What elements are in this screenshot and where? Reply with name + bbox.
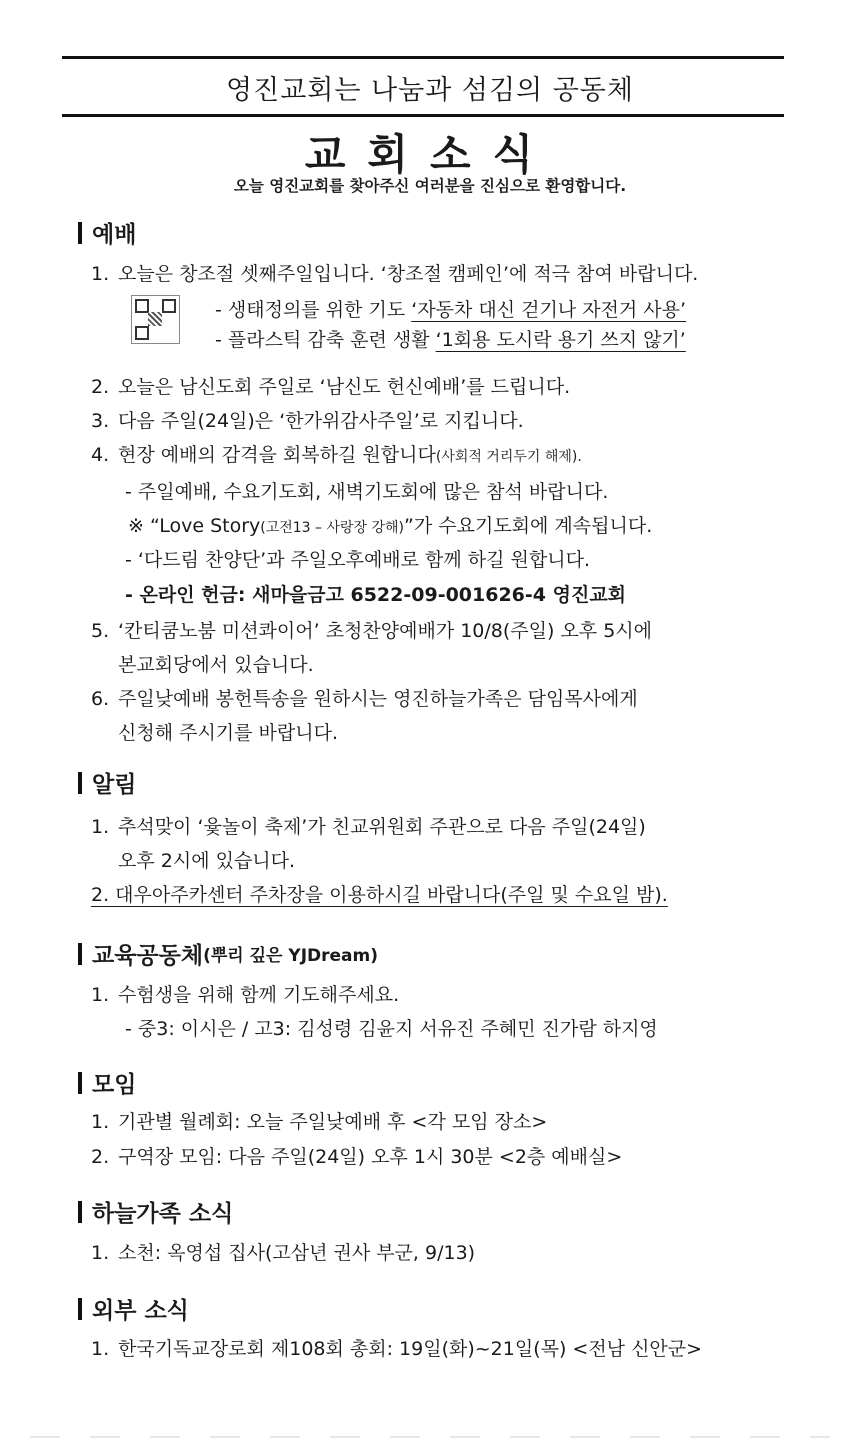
- qr-corner: [162, 299, 176, 313]
- worship-item-2: 2. 오늘은 남신도회 주일로 ‘남신도 헌신예배’를 드립니다.: [91, 376, 571, 398]
- scan-artifact: [30, 1436, 830, 1438]
- qr-code-icon[interactable]: [131, 295, 180, 344]
- notice-item-1: 1. 추석맞이 ‘윷놀이 축제’가 친교위원회 주관으로 다음 주일(24일): [91, 816, 646, 838]
- worship-item-3: 3. 다음 주일(24일)은 ‘한가위감사주일’로 지킵니다.: [91, 410, 524, 432]
- section-marker: [78, 1201, 82, 1223]
- external-item-1: 1. 한국기독교장로회 제108회 총회: 19일(화)~21일(목) <전남 신안군>: [91, 1338, 703, 1360]
- section-title: 알림: [92, 772, 137, 798]
- campaign-line-1: - 생태정의를 위한 기도 ‘자동차 대신 걷기나 자전거 사용’: [215, 299, 687, 321]
- worship-item-5-cont: 본교회당에서 있습니다.: [118, 654, 314, 676]
- worship-item-4: 4. 현장 예배의 감격을 회복하길 원합니다(사회적 거리두기 해제).: [91, 444, 582, 466]
- worship-item-1: 1. 오늘은 창조절 셋째주일입니다. ‘창조절 캠페인’에 적극 참여 바랍니다.: [91, 263, 699, 285]
- section-title: 모임: [92, 1072, 137, 1098]
- qr-corner: [135, 299, 149, 313]
- campaign-highlight: ‘자동차 대신 걷기나 자전거 사용’: [411, 299, 687, 321]
- section-marker: [78, 772, 82, 794]
- campaign-highlight: ‘1회용 도시락 용기 쓰지 않기’: [435, 329, 686, 351]
- section-title: 교육공동체: [92, 943, 204, 969]
- online-offering: - 온라인 헌금: 새마을금고 6522-09-001626-4 영진교회: [125, 584, 627, 606]
- section-meeting-heading: [78, 1066, 136, 1099]
- worship-item-4-sub-1: - 주일예배, 수요기도회, 새벽기도회에 많은 참석 바랍니다.: [125, 481, 609, 503]
- section-title: 외부 소식: [92, 1298, 189, 1324]
- section-title: 하늘가족 소식: [92, 1201, 234, 1227]
- section-subtitle: (뿌리 깊은 YJDream): [203, 946, 379, 966]
- worship-item-5: 5. ‘칸티쿰노붐 미션콰이어’ 초청찬양예배가 10/8(주일) 오후 5시에: [91, 620, 653, 642]
- family-item-1: 1. 소천: 옥영섭 집사(고삼년 권사 부군, 9/13): [91, 1242, 476, 1264]
- worship-item-4-sub-3: - ‘다드림 찬양단’과 주일오후예배로 함께 하길 원합니다.: [125, 549, 591, 571]
- section-marker: [78, 1298, 82, 1320]
- page-title: 교회소식: [304, 130, 556, 179]
- section-notice-heading: [78, 766, 136, 799]
- notice-item-1-cont: 오후 2시에 있습니다.: [118, 850, 296, 872]
- church-motto: 영진교회는 나눔과 섬김의 공동체: [226, 75, 634, 106]
- education-item-1-sub: - 중3: 이시은 / 고3: 김성령 김윤지 서유진 주혜민 진가람 하지영: [125, 1018, 658, 1040]
- meeting-item-1: 1. 기관별 월례회: 오늘 주일낮예배 후 <각 모임 장소>: [91, 1111, 548, 1133]
- section-marker: [78, 943, 82, 965]
- section-worship-heading: [78, 216, 136, 249]
- section-marker: [78, 1072, 82, 1094]
- section-education-heading: [78, 937, 378, 970]
- top-rule: [62, 56, 784, 59]
- meeting-item-2: 2. 구역장 모임: 다음 주일(24일) 오후 1시 30분 <2층 예배실>: [91, 1146, 623, 1168]
- section-external-heading: [78, 1292, 189, 1325]
- qr-corner: [135, 326, 149, 340]
- section-family-heading: [78, 1195, 233, 1228]
- worship-item-6-cont: 신청해 주시기를 바랍니다.: [118, 722, 339, 744]
- campaign-line-2: - 플라스틱 감축 훈련 생활 ‘1회용 도시락 용기 쓰지 않기’: [215, 329, 686, 351]
- education-item-1: 1. 수험생을 위해 함께 기도해주세요.: [91, 984, 400, 1006]
- welcome-message: 오늘 영진교회를 찾아주신 여러분을 진심으로 환영합니다.: [233, 177, 627, 195]
- notice-item-2: 2. 대우아주카센터 주차장을 이용하시길 바랍니다(주일 및 수요일 밤).: [91, 884, 668, 906]
- section-marker: [78, 222, 82, 244]
- section-title: 예배: [92, 222, 137, 248]
- qr-pattern: [148, 312, 162, 326]
- header-rule: [62, 114, 784, 117]
- worship-item-4-sub-2: ※ “Love Story(고전13 – 사랑장 강해)”가 수요기도회에 계속됩니다.: [128, 515, 653, 537]
- worship-item-6: 6. 주일낮예배 봉헌특송을 원하시는 영진하늘가족은 담임목사에게: [91, 688, 638, 710]
